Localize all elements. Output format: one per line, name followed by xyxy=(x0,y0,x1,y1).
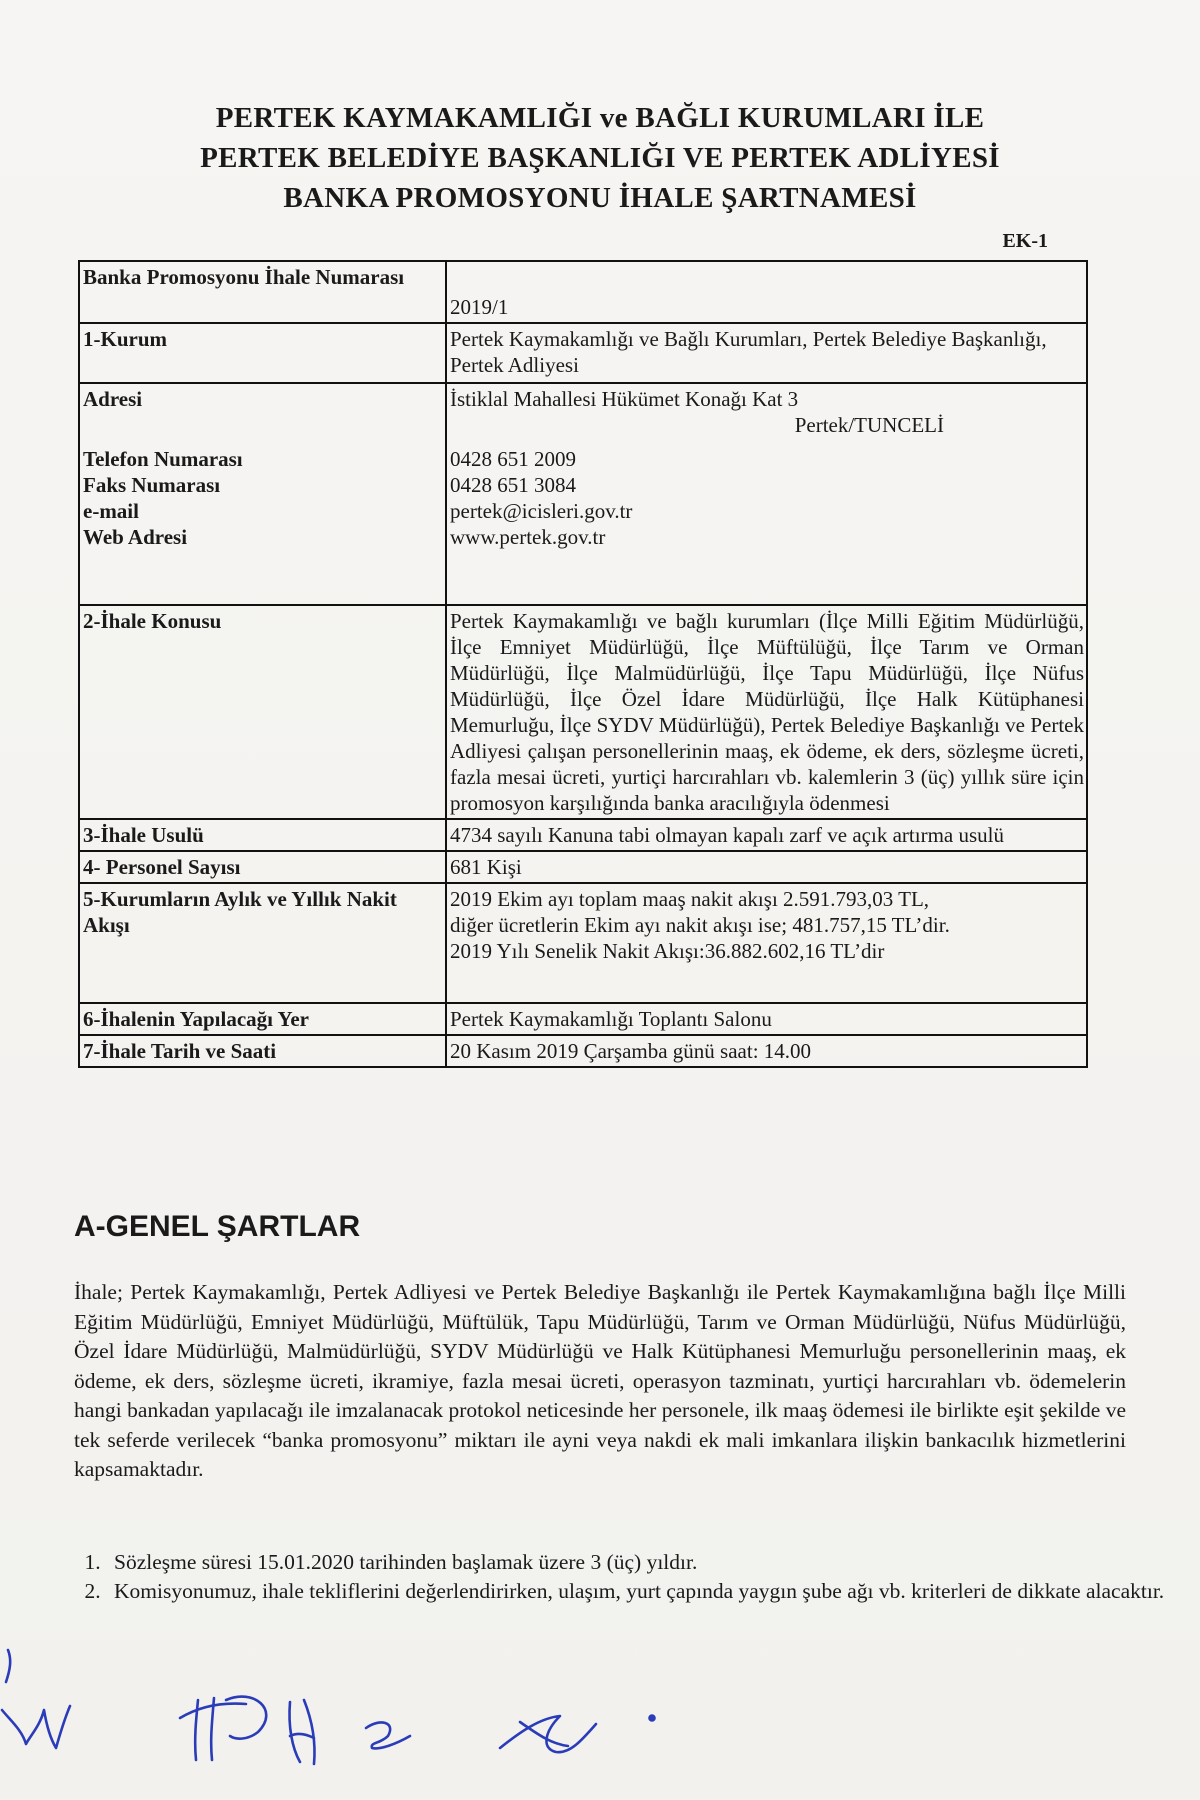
signature-dot xyxy=(650,1716,655,1721)
table-row xyxy=(79,851,1087,883)
row-label: 3-İhale Usulü xyxy=(79,819,446,851)
document-title xyxy=(0,98,1200,218)
row-value: 20 Kasım 2019 Çarşamba günü saat: 14.00 xyxy=(446,1035,1087,1067)
row-value: Pertek Kaymakamlığı ve Bağlı Kurumları, Pertek Belediye Başkanlığı, Pertek Adliyesi xyxy=(446,323,1087,383)
table-row xyxy=(79,1035,1087,1067)
row-value xyxy=(446,883,1087,1003)
email-value: pertek@icisleri.gov.tr xyxy=(450,499,633,523)
row-label: 6-İhalenin Yapılacağı Yer xyxy=(79,1003,446,1035)
signature-4 xyxy=(366,1722,410,1748)
web-value: www.pertek.gov.tr xyxy=(450,525,606,549)
phone-label: Telefon Numarası xyxy=(83,447,243,471)
fax-label: Faks Numarası xyxy=(83,473,221,497)
row-label: 1-Kurum xyxy=(79,323,446,383)
row-label: Banka Promosyonu İhale Numarası xyxy=(79,261,446,323)
fax-value: 0428 651 3084 xyxy=(450,473,576,497)
list-item: 2. Komisyonumuz, ihale tekliflerini değerlendirirken, ulaşım, yurt çapında yaygın şube ağı vb. kriterleri de dikkate alacaktır. xyxy=(106,1577,1170,1606)
row-label: 5-Kurumların Aylık ve Yıllık Nakit Akışı xyxy=(79,883,446,1003)
title-line-1: PERTEK KAYMAKAMLIĞI ve BAĞLI KURUMLARI İLE xyxy=(215,102,985,134)
address-label: Adresi xyxy=(83,387,143,411)
list-item: 1. Sözleşme süresi 15.01.2020 tarihinden başlamak üzere 3 (üç) yıldır. xyxy=(106,1548,1170,1577)
cash-flow-line-2: diğer ücretlerin Ekim ayı nakit akışı ise; 481.757,15 TL’dir. xyxy=(450,913,950,937)
contact-values xyxy=(446,383,1087,605)
row-value: Pertek Kaymakamlığı Toplantı Salonu xyxy=(446,1003,1087,1035)
row-value: Pertek Kaymakamlığı ve bağlı kurumları (İlçe Milli Eğitim Müdürlüğü, İlçe Emniyet Müdürlüğü, İlçe Müftülüğü, İlçe Tarım ve Orman Müdürlüğü, İlçe Malmüdürlüğü, İlçe Tapu Müdürlüğü, İlçe Nüfus Müdürlüğü, İlçe Özel İdare Müdürlüğü, İlçe Halk Kütüphanesi Memurluğu, İlçe SYDV Müdürlüğü), Pertek Belediye Başkanlığı ve Pertek Adliyesi çalışan personellerinin maaş, ek ödeme, ek ders, sözleşme ücreti, fazla mesai ücreti, yurtiçi harcırahları vb. kalemlerin 3 (üç) yıllık süre için promosyon karşılığında banka aracılığıyla ödenmesi xyxy=(446,605,1087,819)
signature-3 xyxy=(289,1700,314,1764)
signature-5 xyxy=(500,1716,596,1752)
title-line-3: BANKA PROMOSYONU İHALE ŞARTNAMESİ xyxy=(283,182,917,214)
title-line-2: PERTEK BELEDİYE BAŞKANLIĞI VE PERTEK ADLİYESİ xyxy=(200,142,1000,174)
section-heading: A-GENEL ŞARTLAR xyxy=(74,1210,361,1243)
table-row xyxy=(79,819,1087,851)
tender-info-table xyxy=(78,260,1088,1068)
table-row xyxy=(79,383,1087,605)
table-row xyxy=(79,261,1087,323)
row-value: 2019/1 xyxy=(446,261,1087,323)
phone-value: 0428 651 2009 xyxy=(450,447,576,471)
table-row xyxy=(79,323,1087,383)
table-row xyxy=(79,1003,1087,1035)
table-row xyxy=(79,605,1087,819)
signature-2 xyxy=(180,1697,266,1760)
row-value: 4734 sayılı Kanuna tabi olmayan kapalı zarf ve açık artırma usulü xyxy=(446,819,1087,851)
row-value: 681 Kişi xyxy=(446,851,1087,883)
email-label: e-mail xyxy=(83,499,139,523)
cash-flow-line-1: 2019 Ekim ayı toplam maaş nakit akışı 2.591.793,03 TL, xyxy=(450,887,930,911)
contact-labels xyxy=(79,383,446,605)
row-label: 4- Personel Sayısı xyxy=(79,851,446,883)
web-label: Web Adresi xyxy=(83,525,188,549)
annex-label: EK-1 xyxy=(1002,230,1048,252)
general-terms-paragraph: İhale; Pertek Kaymakamlığı, Pertek Adliyesi ve Pertek Belediye Başkanlığı ile Pertek Kaymakamlığına bağlı İlçe Milli Eğitim Müdürlüğü, Emniyet Müdürlüğü, Müftülük, Tapu Müdürlüğü, Tarım ve Orman Müdürlüğü, Nüfus Müdürlüğü, Özel İdare Müdürlüğü, Malmüdürlüğü, SYDV Müdürlüğü ve Halk Kütüphanesi Memurluğu personellerinin maaş, ek ödeme, ek ders, sözleşme ücreti, ikramiye, fazla mesai ücreti, operasyon tazminatı, yurtiçi harcırahları vb. ödemelerin hangi bankadan yapılacağı ile imzalanacak protokol neticesinde her personele, ilk maaş ödemesi ile birlikte eşit şekilde ve tek seferde verilecek “banka promosyonu” miktarı ile ayni veya nakdi ek mali imkanlara ilişkin bankacılık hizmetlerini kapsamaktadır. xyxy=(74,1280,1126,1481)
address-line-2: Pertek/TUNCELİ xyxy=(794,413,944,437)
cash-flow-line-3: 2019 Yılı Senelik Nakit Akışı:36.882.602,16 TL’dir xyxy=(450,939,885,963)
signature-1 xyxy=(2,1650,70,1748)
table-row xyxy=(79,883,1087,1003)
row-label: 7-İhale Tarih ve Saati xyxy=(79,1035,446,1067)
terms-list xyxy=(64,1548,1170,1606)
signatures xyxy=(0,1640,1200,1780)
address-line-1: İstiklal Mahallesi Hükümet Konağı Kat 3 xyxy=(450,387,799,411)
row-label: 2-İhale Konusu xyxy=(79,605,446,819)
